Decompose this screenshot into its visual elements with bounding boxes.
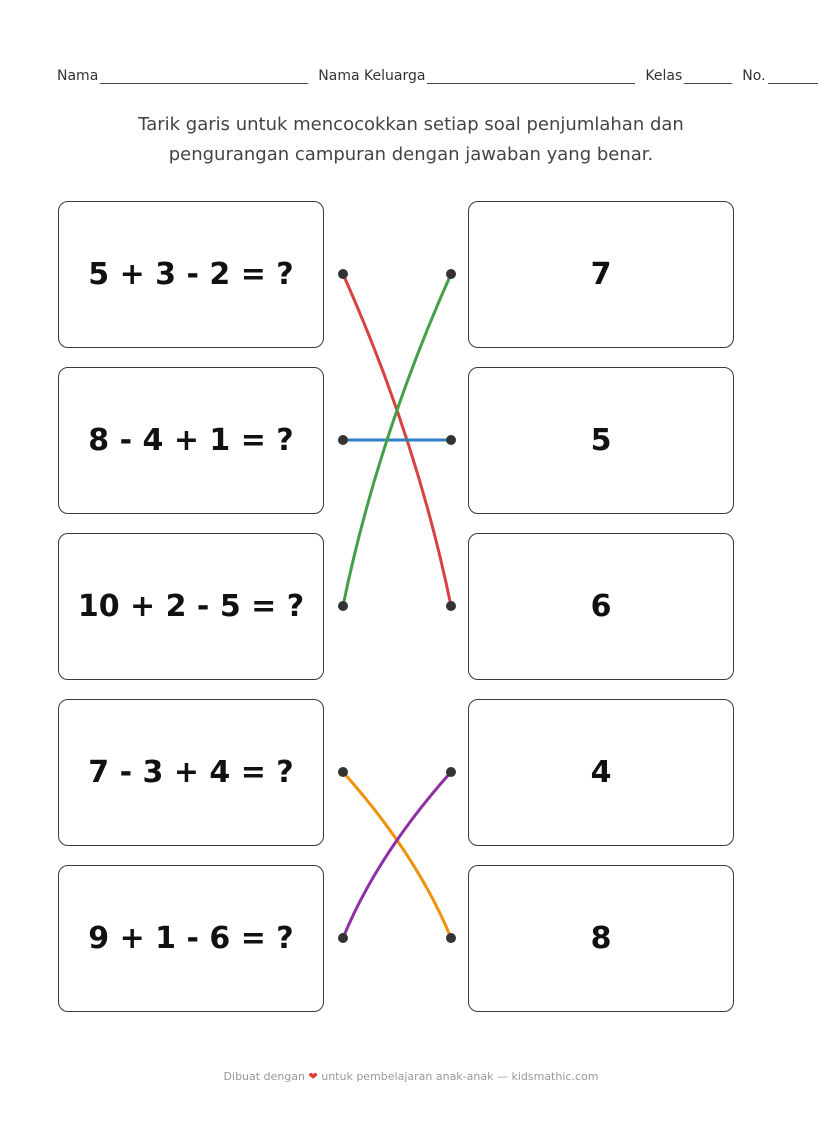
- problem-card[interactable]: 7 - 3 + 4 = ?: [58, 699, 324, 846]
- problem-dot[interactable]: [338, 933, 348, 943]
- answer-card[interactable]: 4: [468, 699, 734, 846]
- answer-card[interactable]: 7: [468, 201, 734, 348]
- problem-card[interactable]: 9 + 1 - 6 = ?: [58, 865, 324, 1012]
- connection-line[interactable]: [343, 772, 451, 938]
- problem-card[interactable]: 10 + 2 - 5 = ?: [58, 533, 324, 680]
- answer-dot[interactable]: [446, 435, 456, 445]
- heart-icon: ❤: [308, 1070, 318, 1083]
- instructions-line-1: Tarik garis untuk mencocokkan setiap soal penjumlahan dan: [138, 114, 684, 135]
- problem-card[interactable]: 5 + 3 - 2 = ?: [58, 201, 324, 348]
- answer-dot[interactable]: [446, 767, 456, 777]
- problem-dot[interactable]: [338, 767, 348, 777]
- footer: [0, 1070, 822, 1083]
- problem-dot[interactable]: [338, 435, 348, 445]
- answer-dot[interactable]: [446, 601, 456, 611]
- problem-card[interactable]: 8 - 4 + 1 = ?: [58, 367, 324, 514]
- answer-card[interactable]: 5: [468, 367, 734, 514]
- problem-dot[interactable]: [338, 601, 348, 611]
- footer-prefix: Dibuat dengan: [223, 1070, 305, 1083]
- answer-card[interactable]: 8: [468, 865, 734, 1012]
- footer-suffix: untuk pembelajaran anak-anak — kidsmathic.com: [321, 1070, 599, 1083]
- class-label: Kelas: [645, 68, 683, 84]
- instructions-line-2: pengurangan campuran dengan jawaban yang benar.: [168, 144, 654, 165]
- name-label: Nama: [57, 68, 99, 84]
- problem-dot[interactable]: [338, 269, 348, 279]
- number-label: No.: [742, 68, 766, 84]
- family-name-label: Nama Keluarga: [318, 68, 426, 84]
- answer-card[interactable]: 6: [468, 533, 734, 680]
- connection-line[interactable]: [343, 772, 451, 938]
- answer-dot[interactable]: [446, 933, 456, 943]
- answer-dot[interactable]: [446, 269, 456, 279]
